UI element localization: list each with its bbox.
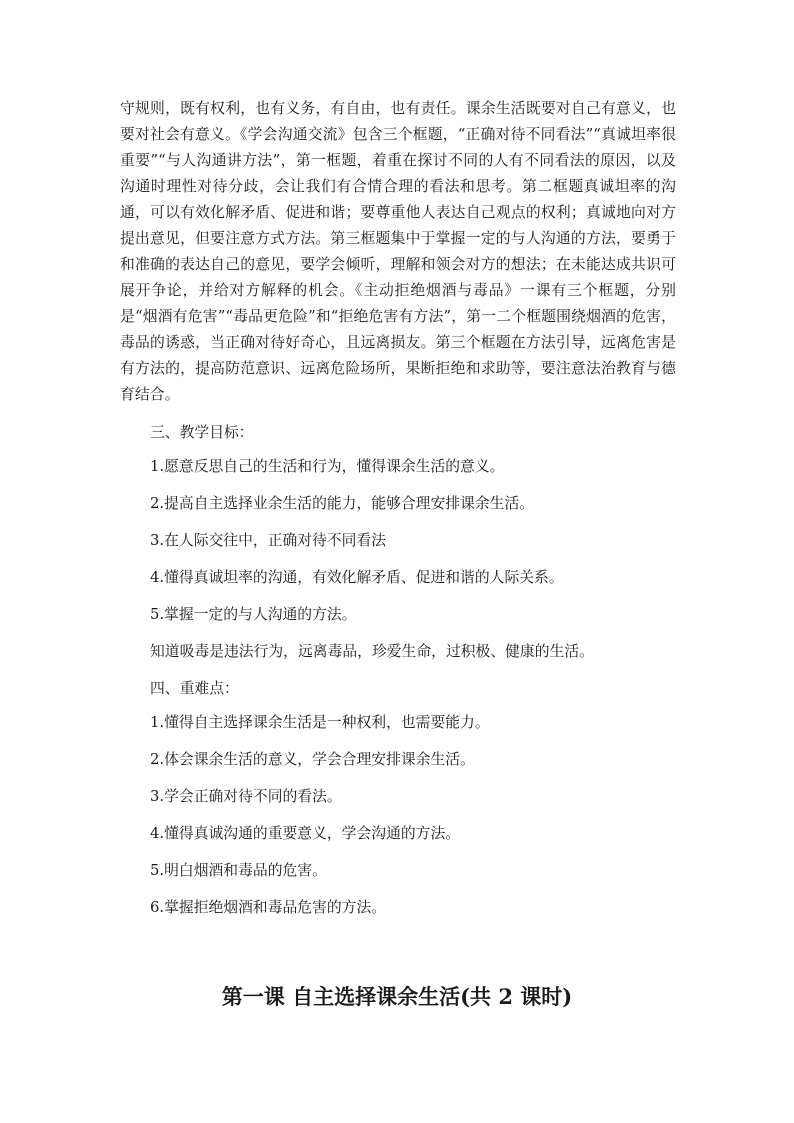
key-point-item-3: 3.学会正确对待不同的看法。 — [150, 788, 342, 805]
document-body — [120, 96, 676, 919]
key-points-heading: 四、重难点： — [150, 680, 239, 697]
key-point-item-4: 4.懂得真诚沟通的重要意义，学会沟通的方法。 — [150, 825, 461, 842]
intro-paragraph: 守规则，既有权利，也有义务，有自由，也有责任。课余生活既要对自己有意义，也要对社会有意义。《学会沟通交流》包含三个框题，“正确对待不同看法”“真诚坦率很重要”“与人沟通讲方法”，第一框题，着重在探讨不同的人有不同看法的原因，以及沟通时理性对待分歧，会让我们有合情合理的看法和思考。第二框题真诚坦率的沟通，可以有效化解矛盾、促进和谐；要尊重他人表达自己观点的权利；真诚地向对方提出意见，但要注意方式方法。第三框题集中于掌握一定的与人沟通的方法，要勇于和准确的表达自己的意见，要学会倾听，理解和领会对方的想法；在未能达成共识可展开争论，并给对方解释的机会。《主动拒绝烟酒与毒品》一课有三个框题，分别是“烟酒有危害”“毒品更危险”和“拒绝危害有方法”，第一二个框题围绕烟酒的危害，毒品的诱惑，当正确对待好奇心，且远离损友。第三个框题在方法引导，远离危害是有方法的，提高防范意识、远离危险场所，果断拒绝和求助等，要注意法治教育与德育结合。 — [120, 100, 676, 403]
objective-item-2: 2.提高自主选择业余生活的能力，能够合理安排课余生活。 — [150, 495, 535, 512]
objective-item-4: 4.懂得真诚坦率的沟通，有效化解矛盾、促进和谐的人际关系。 — [150, 569, 564, 586]
objective-item-1: 1.愿意反思自己的生活和行为，懂得课余生活的意义。 — [150, 458, 505, 475]
key-point-item-2: 2.体会课余生活的意义，学会合理安排课余生活。 — [150, 751, 475, 768]
objective-note: 知道吸毒是违法行为，远离毒品，珍爱生命，过积极、健康的生活。 — [150, 643, 594, 660]
objective-item-5: 5.掌握一定的与人沟通的方法。 — [150, 606, 357, 623]
lesson-title: 第一课 自主选择课余生活(共 2 课时) — [221, 984, 573, 1009]
key-point-item-6: 6.掌握拒绝烟酒和毒品危害的方法。 — [150, 899, 387, 916]
key-point-item-1: 1.懂得自主选择课余生活是一种权利，也需要能力。 — [150, 714, 490, 731]
objectives-heading: 三、教学目标： — [150, 424, 254, 441]
objective-item-3: 3.在人际交往中，正确对待不同看法 — [150, 532, 387, 549]
key-point-item-5: 5.明白烟酒和毒品的危害。 — [150, 862, 327, 879]
